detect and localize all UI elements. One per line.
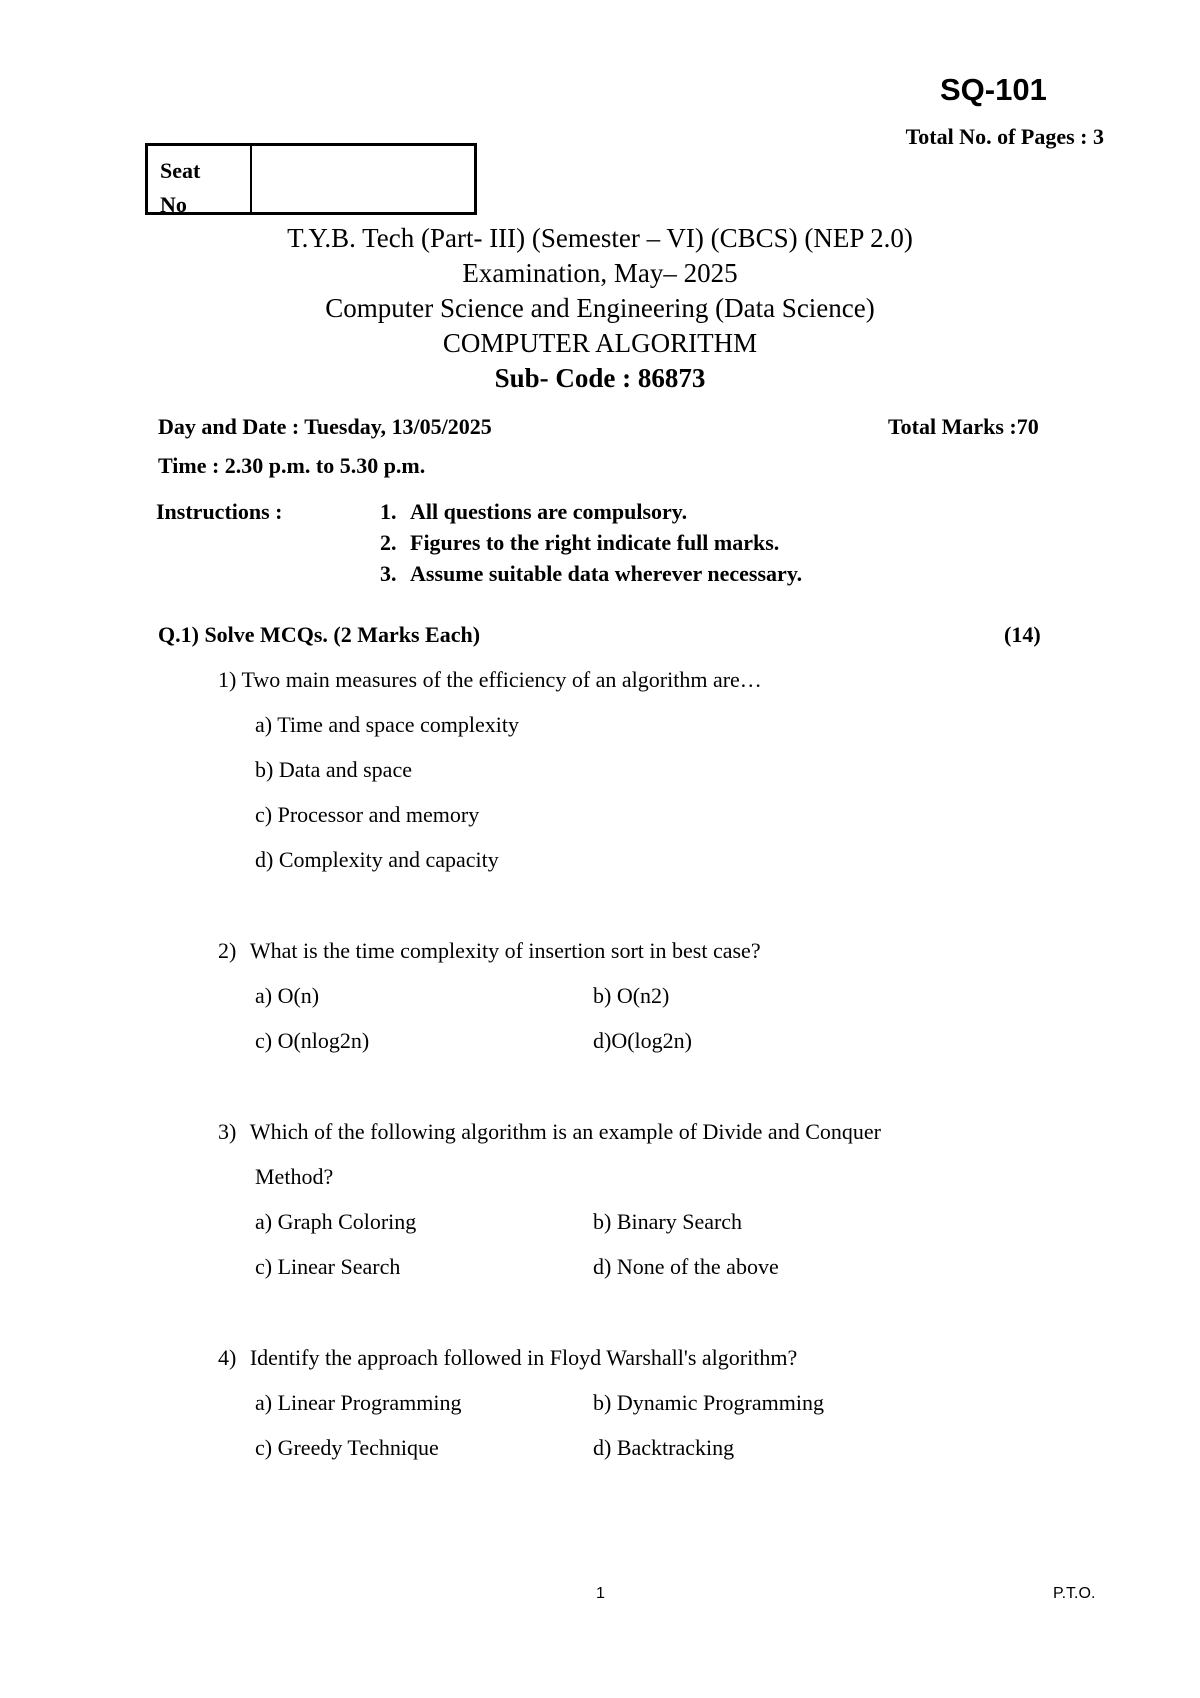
option-c: c) Processor and memory — [255, 802, 480, 827]
instructions-label: Instructions : — [156, 499, 283, 524]
option-b: b) Data and space — [255, 757, 412, 782]
exam-time: Time : 2.30 p.m. to 5.30 p.m. — [158, 453, 426, 478]
total-pages: Total No. of Pages : 3 — [905, 124, 1104, 149]
option-c: c) O(nlog2n) — [255, 1028, 370, 1053]
option-a: a) Graph Coloring — [255, 1209, 417, 1234]
document-code: SQ-101 — [940, 72, 1047, 107]
option-d: d)O(log2n) — [593, 1028, 692, 1053]
seat-number-field — [252, 146, 474, 212]
department: Computer Science and Engineering (Data Science) — [325, 293, 875, 323]
exam-session: Examination, May– 2025 — [462, 258, 738, 288]
option-c: c) Linear Search — [255, 1254, 401, 1279]
seat-number-label: Seat No — [148, 146, 252, 212]
page-number: 1 — [596, 1585, 605, 1602]
option-a: a) Time and space complexity — [255, 712, 519, 737]
question-marks: (14) — [1004, 622, 1041, 647]
option-b: b) Dynamic Programming — [593, 1390, 824, 1415]
instruction-item: 2. Figures to the right indicate full marks. — [380, 530, 780, 555]
please-turn-over: P.T.O. — [1053, 1585, 1096, 1602]
mcq-question-3: 3) Which of the following algorithm is an example of Divide and Conquer — [218, 1119, 881, 1144]
option-b: b) O(n2) — [593, 983, 670, 1008]
mcq-question-3-continued: Method? — [255, 1164, 334, 1189]
mcq-question-2: 2) What is the time complexity of insertion sort in best case? — [218, 938, 761, 963]
option-d: d) Backtracking — [593, 1435, 735, 1460]
subject-name: COMPUTER ALGORITHM — [442, 328, 758, 358]
total-marks: Total Marks :70 — [888, 414, 1039, 439]
exam-title: T.Y.B. Tech (Part- III) (Semester – VI) (CBCS) (NEP 2.0) — [287, 223, 913, 253]
question-heading: Q.1) Solve MCQs. (2 Marks Each) — [158, 622, 481, 647]
mcq-question-4: 4) Identify the approach followed in Floyd Warshall's algorithm? — [218, 1345, 798, 1370]
seat-number-box — [145, 143, 477, 215]
option-b: b) Binary Search — [593, 1209, 743, 1234]
option-d: d) None of the above — [593, 1254, 779, 1279]
option-a: a) O(n) — [255, 983, 320, 1008]
option-c: c) Greedy Technique — [255, 1435, 439, 1460]
option-a: a) Linear Programming — [255, 1390, 462, 1415]
option-d: d) Complexity and capacity — [255, 847, 499, 872]
subject-code: Sub- Code : 86873 — [494, 363, 706, 393]
instruction-item: 3. Assume suitable data wherever necessary. — [380, 561, 803, 586]
mcq-question-1: 1) Two main measures of the efficiency of an algorithm are… — [218, 667, 762, 692]
instruction-item: 1. All questions are compulsory. — [380, 499, 688, 524]
day-and-date: Day and Date : Tuesday, 13/05/2025 — [158, 414, 492, 439]
